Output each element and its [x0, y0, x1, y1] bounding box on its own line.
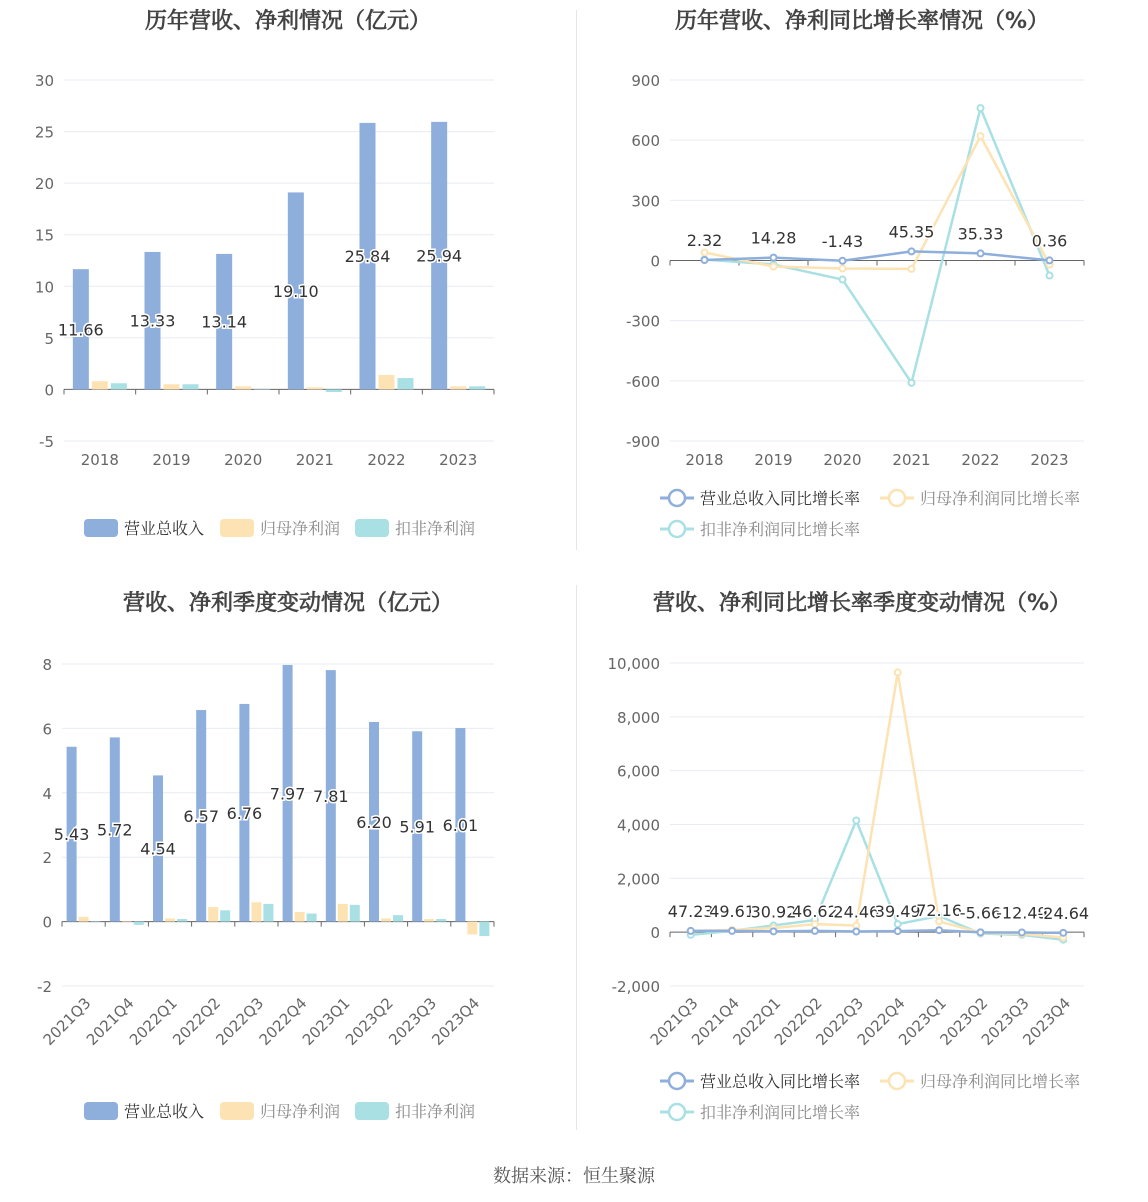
y-tick-label: 20 — [34, 175, 54, 194]
legend-label: 归母净利润 — [260, 519, 341, 538]
legend-label: 营业总收入 — [124, 1102, 205, 1121]
x-tick-label: 2022Q1 — [729, 994, 785, 1049]
data-label: 30.92 — [750, 902, 797, 922]
bar-nonrecurring-profit — [91, 922, 101, 923]
y-tick-label: -2,000 — [611, 978, 660, 996]
data-point — [1019, 930, 1025, 936]
x-tick-label: 2021Q3 — [39, 994, 95, 1049]
legend-label: 营业总收入同比增长率 — [700, 489, 861, 508]
data-point — [729, 928, 735, 934]
x-tick-label: 2022Q1 — [126, 994, 181, 1049]
data-label: 35.33 — [957, 224, 1004, 244]
data-label: 7.81 — [312, 786, 349, 806]
annual-revenue-profit-panel — [0, 0, 576, 570]
x-tick-label: 2022Q2 — [169, 994, 225, 1049]
series-line-parent-profit-growth — [691, 672, 1064, 937]
bar-parent-profit — [79, 917, 89, 922]
x-tick-label: 2023Q3 — [385, 994, 441, 1049]
bar-nonrecurring-profit — [111, 383, 127, 389]
x-tick-label: 2018 — [685, 451, 724, 469]
x-tick-label: 2023Q2 — [936, 994, 992, 1049]
x-tick-label: 2022Q4 — [853, 994, 909, 1049]
x-tick-label: 2022Q3 — [812, 994, 868, 1049]
data-point — [1047, 257, 1053, 263]
data-point — [909, 380, 915, 386]
data-label: 6.76 — [226, 803, 263, 823]
legend-swatch — [355, 519, 389, 537]
chart-title: 历年营收、净利情况（亿元） — [144, 9, 431, 34]
x-tick-label: 2019 — [754, 451, 793, 469]
data-point — [853, 817, 859, 823]
y-tick-label: 25 — [34, 123, 54, 142]
y-tick-label: 2 — [42, 849, 52, 868]
y-tick-label: 5 — [44, 329, 54, 348]
data-label: -1.43 — [821, 231, 864, 251]
quarterly-growth-chart — [576, 580, 1148, 1150]
data-label: 14.28 — [750, 228, 797, 248]
x-tick-label: 2022 — [367, 451, 406, 469]
bar-nonrecurring-profit — [326, 389, 342, 392]
data-label: 6.57 — [183, 806, 220, 826]
chart-title: 营收、净利季度变动情况（亿元） — [122, 591, 453, 616]
data-point — [978, 250, 984, 256]
x-tick-label: 2018 — [80, 451, 119, 469]
bar-parent-profit — [379, 375, 395, 389]
data-point — [840, 277, 846, 283]
y-tick-label: 6 — [42, 720, 52, 739]
data-label: 47.23 — [667, 901, 714, 921]
legend-label: 营业总收入 — [124, 519, 205, 538]
data-point — [853, 929, 859, 935]
y-tick-label: 0 — [42, 913, 52, 932]
bar-parent-profit — [165, 918, 175, 921]
y-tick-label: 300 — [631, 192, 660, 211]
data-label: 11.66 — [57, 320, 104, 340]
x-tick-label: 2023Q1 — [895, 994, 950, 1049]
data-point — [978, 929, 984, 935]
y-tick-label: 0 — [44, 381, 54, 400]
y-tick-label: 8 — [42, 656, 52, 674]
x-tick-label: 2023Q2 — [342, 994, 397, 1049]
bar-nonrecurring-profit — [177, 919, 187, 922]
legend-swatch-marker — [669, 490, 685, 506]
bar-nonrecurring-profit — [350, 905, 360, 922]
data-label: 25.94 — [416, 246, 463, 266]
bar-parent-profit — [424, 919, 434, 922]
legend-label: 归母净利润同比增长率 — [920, 1072, 1081, 1091]
data-label: 49.61 — [709, 901, 756, 921]
data-label: 0.36 — [1031, 231, 1068, 251]
bar-parent-profit — [338, 904, 348, 922]
y-tick-label: 30 — [34, 72, 54, 90]
bar-parent-profit — [467, 922, 477, 935]
bar-parent-profit — [235, 386, 251, 389]
bar-parent-profit — [208, 907, 218, 921]
legend-swatch — [355, 1102, 389, 1120]
legend-swatch-marker — [669, 1073, 685, 1089]
data-label: 13.33 — [129, 311, 176, 331]
data-point — [909, 266, 915, 272]
data-point — [1060, 930, 1066, 936]
data-point — [936, 927, 942, 933]
x-tick-label: 2021 — [892, 451, 931, 469]
data-label: 6.20 — [356, 812, 392, 832]
series-line-revenue-growth — [705, 251, 1050, 260]
chart-title: 历年营收、净利同比增长率情况（%） — [674, 9, 1050, 34]
data-point — [702, 257, 708, 263]
bar-parent-profit — [450, 386, 466, 389]
legend-swatch — [220, 1102, 254, 1120]
y-tick-label: -300 — [625, 312, 660, 331]
data-label: 7.97 — [269, 784, 306, 804]
y-tick-label: -2 — [37, 978, 52, 996]
bar-parent-profit — [251, 902, 261, 921]
y-tick-label: -5 — [39, 433, 54, 451]
bar-nonrecurring-profit — [254, 389, 270, 390]
data-point — [688, 928, 694, 934]
bar-parent-profit — [381, 918, 391, 921]
y-tick-label: -900 — [625, 433, 660, 451]
data-label: 13.14 — [201, 312, 248, 332]
legend-label: 扣非净利润 — [395, 1102, 476, 1121]
annual-revenue-profit-chart — [0, 0, 576, 560]
data-label: 5.43 — [53, 825, 90, 845]
data-point — [812, 928, 818, 934]
data-label: 5.91 — [399, 817, 436, 837]
data-label: 39.49 — [874, 902, 921, 922]
y-tick-label: 0 — [650, 252, 660, 271]
bar-nonrecurring-profit — [307, 914, 317, 922]
data-point — [840, 266, 846, 272]
data-label: 6.01 — [442, 815, 479, 835]
bar-parent-profit — [307, 387, 323, 389]
y-tick-label: 4 — [42, 784, 52, 803]
legend-label: 归母净利润 — [260, 1102, 341, 1121]
quarterly-revenue-profit-chart — [0, 580, 576, 1150]
data-source: 数据来源：恒生聚源 — [493, 1166, 655, 1187]
x-tick-label: 2023Q4 — [428, 994, 484, 1049]
data-label: 25.84 — [344, 247, 391, 267]
legend-swatch-marker — [889, 1073, 905, 1089]
x-tick-label: 2023Q1 — [298, 994, 354, 1049]
x-tick-label: 2023Q4 — [1019, 994, 1075, 1049]
data-label: 46.62 — [791, 901, 838, 921]
legend-swatch — [220, 519, 254, 537]
y-tick-label: -600 — [625, 372, 660, 391]
y-tick-label: 0 — [650, 924, 660, 943]
data-label: 24.46 — [833, 902, 880, 922]
y-tick-label: 8,000 — [617, 708, 660, 727]
bar-nonrecurring-profit — [134, 922, 144, 925]
data-point — [771, 264, 777, 270]
bar-parent-profit — [295, 912, 305, 922]
data-point — [895, 928, 901, 934]
legend-swatch — [84, 1102, 118, 1120]
data-label: -24.64 — [1037, 903, 1090, 923]
x-tick-label: 2021 — [295, 451, 334, 469]
data-label: 2.32 — [686, 231, 723, 251]
bar-nonrecurring-profit — [479, 922, 489, 936]
data-point — [771, 928, 777, 934]
legend-swatch-marker — [669, 1104, 685, 1120]
x-tick-label: 2022Q3 — [212, 994, 268, 1049]
data-label: 5.72 — [96, 820, 133, 840]
quarterly-revenue-profit-panel — [0, 580, 576, 1150]
bar-nonrecurring-profit — [220, 910, 230, 921]
x-tick-label: 2020 — [224, 451, 263, 469]
y-tick-label: 4,000 — [617, 816, 660, 835]
x-tick-label: 2023 — [439, 451, 478, 469]
annual-growth-chart — [576, 0, 1148, 560]
data-point — [702, 249, 708, 255]
legend-swatch — [84, 519, 118, 537]
x-tick-label: 2021Q3 — [646, 994, 702, 1049]
y-tick-label: 900 — [631, 72, 660, 90]
legend-label: 扣非净利润同比增长率 — [700, 1103, 861, 1122]
x-tick-label: 2023Q3 — [977, 994, 1033, 1049]
y-tick-label: 6,000 — [617, 762, 660, 781]
bar-nonrecurring-profit — [263, 904, 273, 922]
data-label: 45.35 — [888, 222, 935, 242]
chart-title: 营收、净利同比增长率季度变动情况（%） — [652, 591, 1072, 616]
data-point — [895, 921, 901, 927]
data-label: 19.10 — [272, 281, 319, 301]
y-tick-label: 600 — [631, 132, 660, 151]
data-label: -12.49 — [996, 903, 1048, 923]
data-label: 72.16 — [916, 901, 963, 921]
data-point — [840, 258, 846, 264]
x-tick-label: 2022 — [961, 451, 1000, 469]
bar-nonrecurring-profit — [398, 378, 414, 389]
bar-parent-profit — [164, 384, 180, 389]
legend-swatch-marker — [889, 490, 905, 506]
data-point — [978, 133, 984, 139]
x-tick-label: 2021Q4 — [688, 994, 743, 1049]
annual-growth-panel — [576, 0, 1148, 570]
legend-label: 扣非净利润同比增长率 — [700, 520, 861, 539]
quarterly-growth-panel — [576, 580, 1148, 1150]
x-tick-label: 2019 — [152, 451, 191, 469]
bar-nonrecurring-profit — [436, 919, 446, 922]
data-point — [895, 669, 901, 675]
y-tick-label: 15 — [34, 226, 54, 245]
data-point — [909, 248, 915, 254]
bar-parent-profit — [122, 921, 132, 922]
legend-label: 营业总收入同比增长率 — [700, 1072, 861, 1091]
bar-nonrecurring-profit — [183, 384, 199, 389]
legend-label: 扣非净利润 — [395, 519, 476, 538]
x-tick-label: 2022Q2 — [770, 994, 826, 1049]
x-tick-label: 2020 — [823, 451, 862, 469]
x-tick-label: 2021Q4 — [82, 994, 138, 1049]
data-label: 4.54 — [140, 839, 176, 859]
bar-nonrecurring-profit — [393, 915, 403, 921]
y-tick-label: 2,000 — [617, 870, 660, 889]
data-point — [771, 255, 777, 261]
bar-nonrecurring-profit — [469, 386, 485, 389]
y-tick-label: 10,000 — [607, 655, 660, 673]
legend-swatch-marker — [669, 521, 685, 537]
data-point — [1047, 273, 1053, 279]
data-point — [978, 105, 984, 111]
bar-parent-profit — [92, 381, 108, 389]
x-tick-label: 2022Q4 — [255, 994, 311, 1049]
y-tick-label: 10 — [34, 278, 54, 297]
data-label: -5.66 — [959, 903, 1002, 923]
data-point — [812, 921, 818, 927]
legend-label: 归母净利润同比增长率 — [920, 489, 1081, 508]
x-tick-label: 2023 — [1030, 451, 1069, 469]
series-line-parent-profit-growth — [705, 136, 1050, 269]
